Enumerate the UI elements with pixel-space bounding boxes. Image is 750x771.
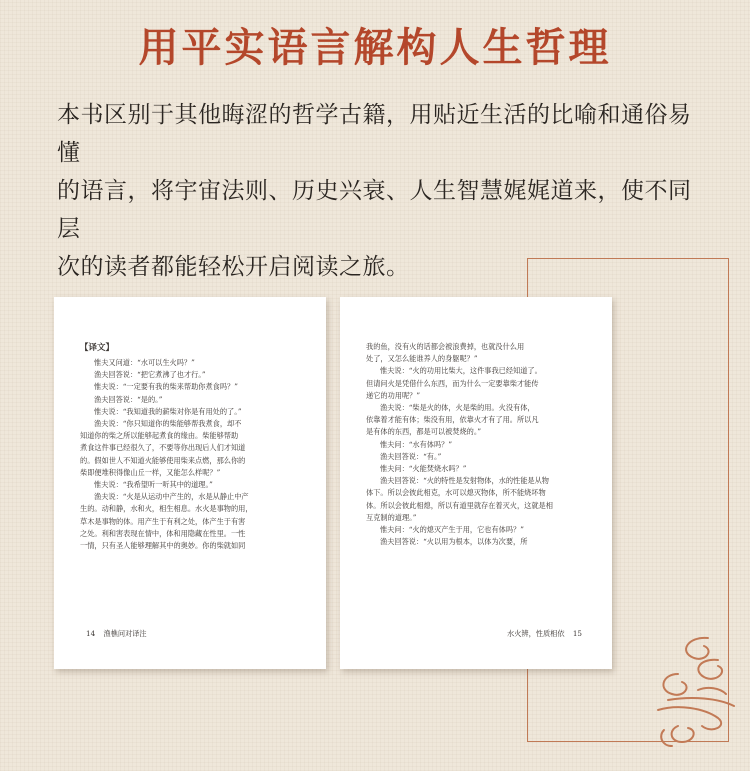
- text-line: 互克制的道理。”: [366, 512, 417, 522]
- book-page-right: [340, 297, 612, 669]
- text-line: 渔夫回答说：“火的特性是发射物体，水的性能是从物: [380, 476, 549, 486]
- text-line: 惟夫问：“火的熄灭产生于用，它也有体吗？”: [380, 525, 524, 535]
- book-page-left: [54, 297, 326, 669]
- text-line: 渔夫说：“你只知道你的柴能够帮我煮食，却不: [94, 419, 242, 429]
- text-line: 惟夫说：“一定要有我的柴来帮助你煮食吗？”: [94, 382, 238, 392]
- text-line: 柴即便堆积得像山丘一样，又能怎么样呢？”: [80, 467, 221, 477]
- text-line: 煮食这件事已经很久了，不要等你出现后人们才知道: [80, 443, 246, 453]
- text-line: 一情，只有圣人能够理解其中的奥妙。你的柴就如同: [80, 541, 246, 551]
- text-line: 渔夫说：“柴是火的体，火是柴的用。火没有体，: [380, 403, 535, 413]
- text-line: 渔夫回答说：“是的。”: [94, 394, 163, 404]
- running-title: 水火辨，性质相依: [507, 629, 565, 638]
- text-line: 知道你的柴之所以能够起煮食的缘由。柴能够帮助: [80, 431, 239, 441]
- text-line: 体。所以会彼此相熄，所以有道里就存在着灭火，这就是相: [366, 500, 553, 510]
- text-line: 递它的功用呢？”: [366, 390, 420, 400]
- text-line: 惟夫又问道：“水可以生火吗？”: [94, 358, 195, 367]
- text-line: 我的鱼，没有火的话都会被浪费掉，也就没什么用: [366, 342, 525, 351]
- text-line: 惟夫说：“我知道我的薪柴对你是有用处的了。”: [94, 406, 242, 416]
- text-line: 惟夫说：“火的功用比柴大，这件事我已经知道了。: [380, 366, 542, 376]
- page-footer-left: [80, 629, 147, 639]
- page-text-right: [366, 341, 588, 548]
- intro-line: 本书区别于其他晦涩的哲学古籍，用贴近生活的比喻和通俗易懂: [57, 102, 692, 166]
- text-line: 渔夫回答说：“有。”: [380, 451, 442, 461]
- translation-label: 【译文】: [80, 343, 115, 353]
- text-line: 体下。所以会彼此相克，水可以熄灭物体，所不能烧坏物: [366, 488, 546, 498]
- page-number: 15: [572, 629, 582, 638]
- page-footer-right: [507, 629, 588, 639]
- text-line: 渔夫回答说：“把它煮沸了也才行。”: [94, 370, 206, 380]
- text-line: 惟夫说：“我希望听一听其中的道理。”: [94, 480, 213, 490]
- text-line: 是有体的东西，都是可以被焚烧的。”: [366, 427, 482, 437]
- intro-line: 的语言，将宇宙法则、历史兴衰、人生智慧娓娓道来，使不同层: [57, 178, 692, 242]
- text-line: 草木是事物的体。用产生于有利之处，体产生于有害: [80, 516, 246, 526]
- headline: 用平实语言解构人生哲理: [138, 24, 612, 71]
- page-text-left: [80, 357, 304, 552]
- page-number: 14: [86, 629, 96, 638]
- auspicious-cloud-icon: [648, 630, 740, 750]
- text-line: 惟夫问：“水有体吗？”: [380, 439, 453, 449]
- text-line: 依靠着才能有体；柴没有用，依靠火才有了用。所以凡: [366, 415, 539, 425]
- text-line: 处了，又怎么能谁养人的身躯呢？”: [366, 354, 478, 364]
- text-line: 渔夫说：“火是从运动中产生的，水是从静止中产: [94, 492, 249, 502]
- text-line: 渔夫回答说：“火以用为根本，以体为次要，所: [380, 537, 528, 547]
- text-line: 惟夫问：“火能焚烧水吗？”: [380, 464, 467, 474]
- text-line: 但请问火是凭借什么东西，而为什么一定要靠柴才能传: [366, 378, 539, 388]
- text-line: 之处。利和害表现在情中，体和用隐藏在性里。一性: [80, 528, 246, 538]
- text-line: 的。假如世人不知道火能够使用柴来点燃，那么你的: [80, 455, 246, 465]
- text-line: 生的。动和静，水和火，相生相息。水火是事物的用，: [80, 504, 253, 514]
- running-title: 渔樵问对译注: [103, 629, 147, 638]
- intro-line: 次的读者都能轻松开启阅读之旅。: [57, 254, 410, 280]
